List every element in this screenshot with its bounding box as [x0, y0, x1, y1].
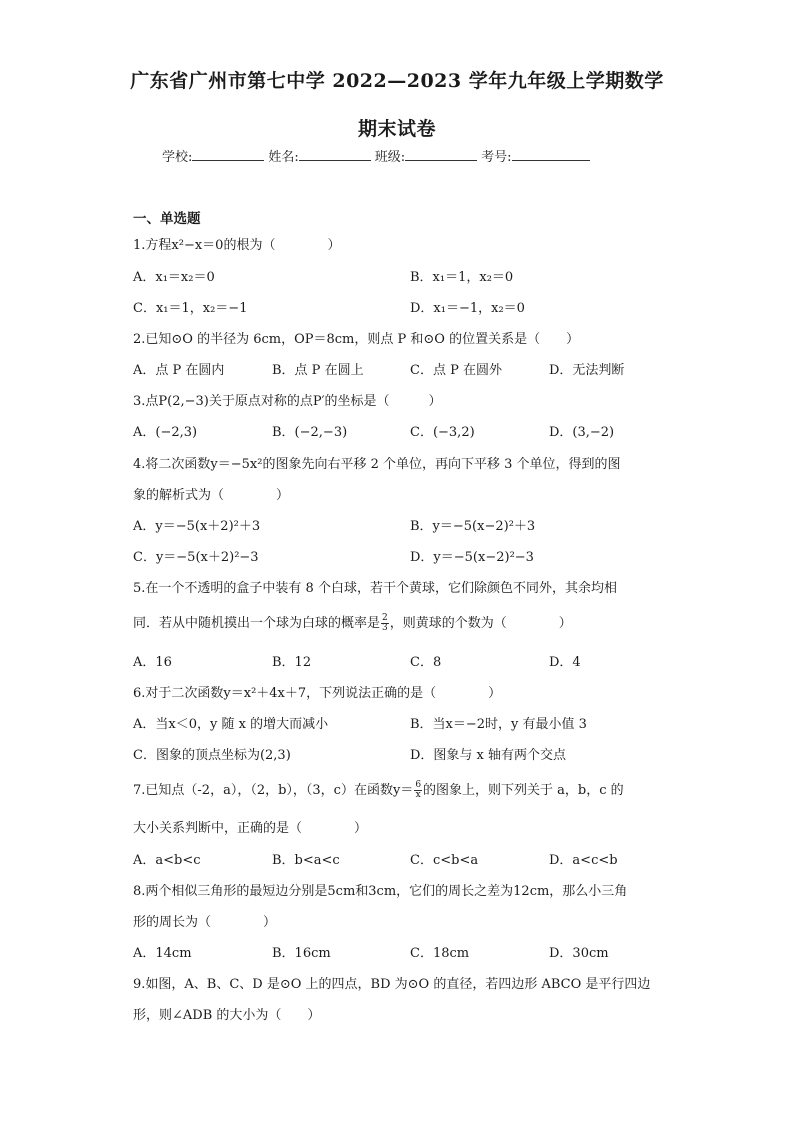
- q5-stem-part-b: ，则黄球的个数为（ ）: [389, 616, 572, 631]
- q5-option-a: A．16: [133, 655, 172, 670]
- q3-option-b: B．(−2,−3): [272, 425, 348, 440]
- student-info-row: [162, 146, 594, 165]
- q7-stem-line1: [133, 779, 624, 800]
- q7-stem-line2: 大小关系判断中，正确的是（ ）: [133, 821, 368, 836]
- q7-frac-denominator: x: [415, 790, 421, 800]
- q3-option-c: C．(−3,2): [410, 425, 475, 440]
- q8-stem-line1: 8.两个相似三角形的最短边分别是5cm和3cm，它们的周长之差为12cm，那么小三角: [133, 884, 628, 899]
- q5-stem-line1: 5.在一个不透明的盒子中装有 8 个白球，若干个黄球，它们除颜色不同外，其余均相: [133, 581, 617, 596]
- class-label: 班级:: [374, 150, 406, 165]
- q2-option-b: B．点 P 在圆上: [272, 363, 364, 378]
- q7-stem-part-b: 的图象上，则下列关于 a，b，c 的: [423, 783, 624, 798]
- q2-option-d: D．无法判断: [549, 363, 625, 378]
- q1-option-b: B．x₁＝1，x₂＝0: [410, 270, 514, 285]
- q2-stem: 2.已知⊙O 的半径为 6cm，OP＝8cm，则点 P 和⊙O 的位置关系是（ ）: [133, 332, 580, 347]
- q7-frac-numerator: 6: [415, 780, 422, 790]
- q4-option-b: B．y＝−5(x−2)²＋3: [410, 519, 536, 534]
- q7-option-a: A．a<b<c: [133, 853, 201, 868]
- q1-option-d: D．x₁＝−1，x₂＝0: [410, 301, 525, 316]
- school-label: 学校:: [162, 150, 193, 165]
- q6-option-b: B．当x＝−2时，y 有最小值 3: [410, 717, 587, 732]
- q1-option-c: C．x₁＝1，x₂＝−1: [133, 301, 248, 316]
- q3-stem: 3.点P(2,−3)关于原点对称的点P′的坐标是（ ）: [133, 394, 442, 409]
- q4-option-a: A．y＝−5(x＋2)²＋3: [133, 519, 261, 534]
- q6-stem: 6.对于二次函数y＝x²＋4x＋7，下列说法正确的是（ ）: [133, 686, 502, 701]
- q6-option-c: C．图象的顶点坐标为(2,3): [133, 748, 291, 763]
- section-heading: 一、单选题: [133, 211, 201, 227]
- q4-stem-line2: 象的解析式为（ ）: [133, 488, 290, 503]
- q8-option-d: D．30cm: [549, 946, 609, 961]
- q7-option-b: B．b<a<c: [272, 853, 340, 868]
- school-blank: [192, 148, 264, 161]
- name-label: 姓名:: [268, 150, 299, 165]
- q5-option-c: C．8: [410, 655, 442, 670]
- q5-fraction: [381, 614, 389, 633]
- q8-option-c: C．18cm: [410, 946, 470, 961]
- q7-option-d: D．a<c<b: [549, 853, 618, 868]
- q6-option-a: A．当x＜0，y 随 x 的增大而减小: [133, 717, 329, 732]
- q2-option-c: C．点 P 在圆外: [410, 363, 502, 378]
- q5-stem-part-a: 同．若从中随机摸出一个球为白球的概率是: [133, 616, 381, 631]
- q7-fraction: [414, 781, 422, 800]
- q5-option-b: B．12: [272, 655, 312, 670]
- name-blank: [299, 148, 371, 161]
- number-blank: [512, 148, 590, 161]
- q8-stem-line2: 形的周长为（ ）: [133, 915, 277, 930]
- q5-frac-denominator: 3: [382, 623, 388, 633]
- q2-option-a: A．点 P 在圆内: [133, 363, 225, 378]
- q5-option-d: D．4: [549, 655, 581, 670]
- q8-option-a: A．14cm: [133, 946, 192, 961]
- q1-option-a: A．x₁＝x₂＝0: [133, 270, 215, 285]
- exam-title-line2: 期末试卷: [357, 118, 436, 140]
- q7-stem-part-a: 7.已知点（-2，a），（2，b），（3，c）在函数y＝: [133, 783, 414, 798]
- q5-stem-line2: [133, 612, 572, 633]
- q7-option-c: C．c<b<a: [410, 853, 479, 868]
- q9-stem-line2: 形，则∠ADB 的大小为（ ）: [133, 1008, 321, 1023]
- number-label: 考号:: [481, 150, 512, 165]
- q1-stem: 1.方程x²−x＝0的根为（ ）: [133, 238, 341, 253]
- q5-frac-numerator: 2: [382, 613, 388, 623]
- q4-stem-line1: 4.将二次函数y＝−5x²的图象先向右平移 2 个单位，再向下平移 3 个单位，得到的图: [133, 457, 621, 472]
- q9-stem-line1: 9.如图，A、B、C、D 是⊙O 上的四点，BD 为⊙O 的直径，若四边形 ABCO 是平行四边: [133, 977, 651, 992]
- q3-option-d: D．(3,−2): [549, 425, 615, 440]
- class-blank: [405, 148, 477, 161]
- q3-option-a: A．(−2,3): [133, 425, 198, 440]
- q6-option-d: D．图象与 x 轴有两个交点: [410, 748, 567, 763]
- q4-option-c: C．y＝−5(x＋2)²−3: [133, 550, 259, 565]
- q4-option-d: D．y＝−5(x−2)²−3: [410, 550, 534, 565]
- q8-option-b: B．16cm: [272, 946, 331, 961]
- exam-title-line1: 广东省广州市第七中学 2022—2023 学年九年级上学期数学: [130, 70, 664, 92]
